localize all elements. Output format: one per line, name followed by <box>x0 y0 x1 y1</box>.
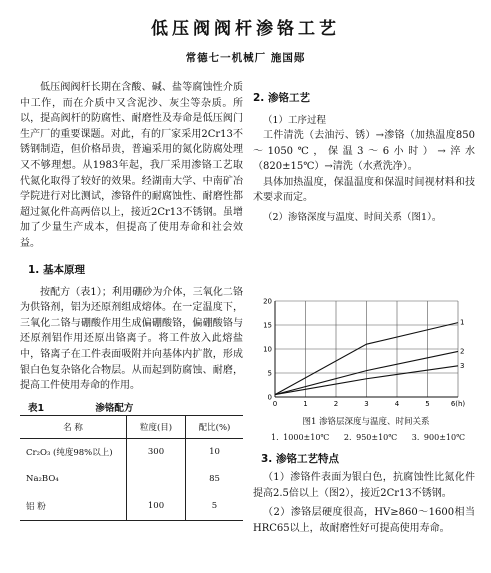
x-tick-label: 5 <box>425 400 430 408</box>
formula-table <box>20 415 243 521</box>
table-cell: 300 <box>127 438 186 466</box>
section-3-point-2: （2）渗铬层硬度很高，HV≥860～1600相当HRC65以上，故耐磨性好可提高使用寿命。 <box>253 507 475 534</box>
process-note: 具体加热温度，保温温度和保温时间视材料和技术要求而定。 <box>253 176 475 204</box>
figure-1-caption: 图1 渗铬层深度与温度、时间关系 <box>302 417 430 427</box>
table-row <box>20 493 243 521</box>
x-tick-label: 6(h) <box>450 400 466 408</box>
section-1-paragraph: 按配方（表1）；利用硼砂为介体，三氧化二铬为供铬剂，铝为还原剂组成熔体。在一定温度下，三氧化二铬与硼酸作用生成偏硼酸铬，偏硼酸铬与还原剂铝作用还原出铬离子。将工件放入此熔盐中，铬离子在工件表面吸附并向基体内扩散，形成银白色复杂铬化合物层。从而起到防腐蚀、耐磨，提高工件使用寿命的作用。 <box>20 286 243 392</box>
y-tick-label: 5 <box>267 369 272 378</box>
table-cell: 铝 粉 <box>26 502 46 513</box>
legend-item-2: 2. 950±10℃ <box>343 433 398 442</box>
table-cell: 10 <box>186 438 243 466</box>
table-cell: 5 <box>186 493 243 521</box>
author-byline: 常德七一机械厂 施国郧 <box>185 52 306 64</box>
figure-1-legend <box>253 433 479 442</box>
section-3-point-1: （1）渗铬件表面为银白色，抗腐蚀性比氮化件提高2.5倍以上（图2），接近2Cr13不锈钢。 <box>253 472 475 499</box>
process-paragraph: 工件清洗（去油污、锈）→渗铬（加热温度850～1050℃，保温3～6小时）→淬水（820±15℃）→清洗（水煮洗净）。 <box>253 130 475 173</box>
y-tick-label: 10 <box>263 345 272 354</box>
section-1-heading: 1. 基本原理 <box>28 263 85 276</box>
table-cell: Na₂BO₄ <box>26 474 59 485</box>
depth-chart <box>253 293 479 411</box>
section-2-sub-1: （1）工序过程 <box>263 115 327 126</box>
section-2-heading: 2. 渗铬工艺 <box>253 92 310 104</box>
y-tick-label: 20 <box>263 297 272 306</box>
x-tick-label: 2 <box>333 400 339 408</box>
table-row <box>20 438 243 466</box>
x-tick-label: 1 <box>303 400 308 408</box>
intro-paragraph: 低压阀阀杆长期在含酸、碱、盐等腐蚀性介质中工作，而在介质中又含泥沙、灰尘等杂质。所以，提高阀杆的防腐性、耐磨性及寿命是低压阀门生产厂的重要课题。对此，有的厂家采用2Cr13不锈钢制造，但价格昂贵，普遍采用的氮化防腐处理又不够理想。从1983年起，我厂采用渗铬工艺取代氮化取得了较好的效果。经湖南大学、中南矿冶学院进行对比测试，渗铬件的耐腐蚀性、耐磨性都超过氮化件高两倍以上，接近2Cr13不锈钢。虽增加了少量生产成本，但提高了使用寿命和社会效益。 <box>20 82 243 249</box>
x-tick-label: 4 <box>394 400 400 408</box>
table-cell: 100 <box>127 493 186 521</box>
table-1-title: 渗铬配方 <box>95 402 134 414</box>
series-label: 3 <box>460 361 465 370</box>
section-3-heading: 3. 渗铬工艺特点 <box>261 453 339 465</box>
y-tick-label: 0 <box>267 393 272 402</box>
series-label: 2 <box>460 347 465 356</box>
table-cell: 85 <box>186 466 243 493</box>
figure-1 <box>253 293 479 455</box>
series-label: 1 <box>460 318 465 327</box>
table-header-row <box>20 415 243 438</box>
table-header-mesh: 粒度(目) <box>127 415 186 438</box>
legend-item-1: 1. 1000±10℃ <box>271 433 330 442</box>
table-1-caption <box>20 400 243 415</box>
table-1-number: 表1 <box>28 402 45 414</box>
table-header-ratio: 配比(%) <box>186 415 243 438</box>
right-column-lower <box>253 451 475 536</box>
x-tick-label: 0 <box>272 400 278 408</box>
table-cell: Cr₂O₃ (纯度98%以上) <box>26 448 113 459</box>
right-column <box>253 90 475 225</box>
y-tick-label: 15 <box>263 321 272 330</box>
article-title: 低压阀阀杆渗铬工艺 <box>151 19 340 39</box>
x-tick-label: 3 <box>364 400 369 408</box>
legend-item-3: 3. 900±10℃ <box>411 433 466 442</box>
table-row <box>20 466 243 493</box>
table-header-name: 名 称 <box>20 415 127 438</box>
section-2-sub-2: （2）渗铬深度与温度、时间关系（图1）。 <box>263 211 442 223</box>
left-column <box>20 80 243 521</box>
table-cell <box>127 466 186 493</box>
